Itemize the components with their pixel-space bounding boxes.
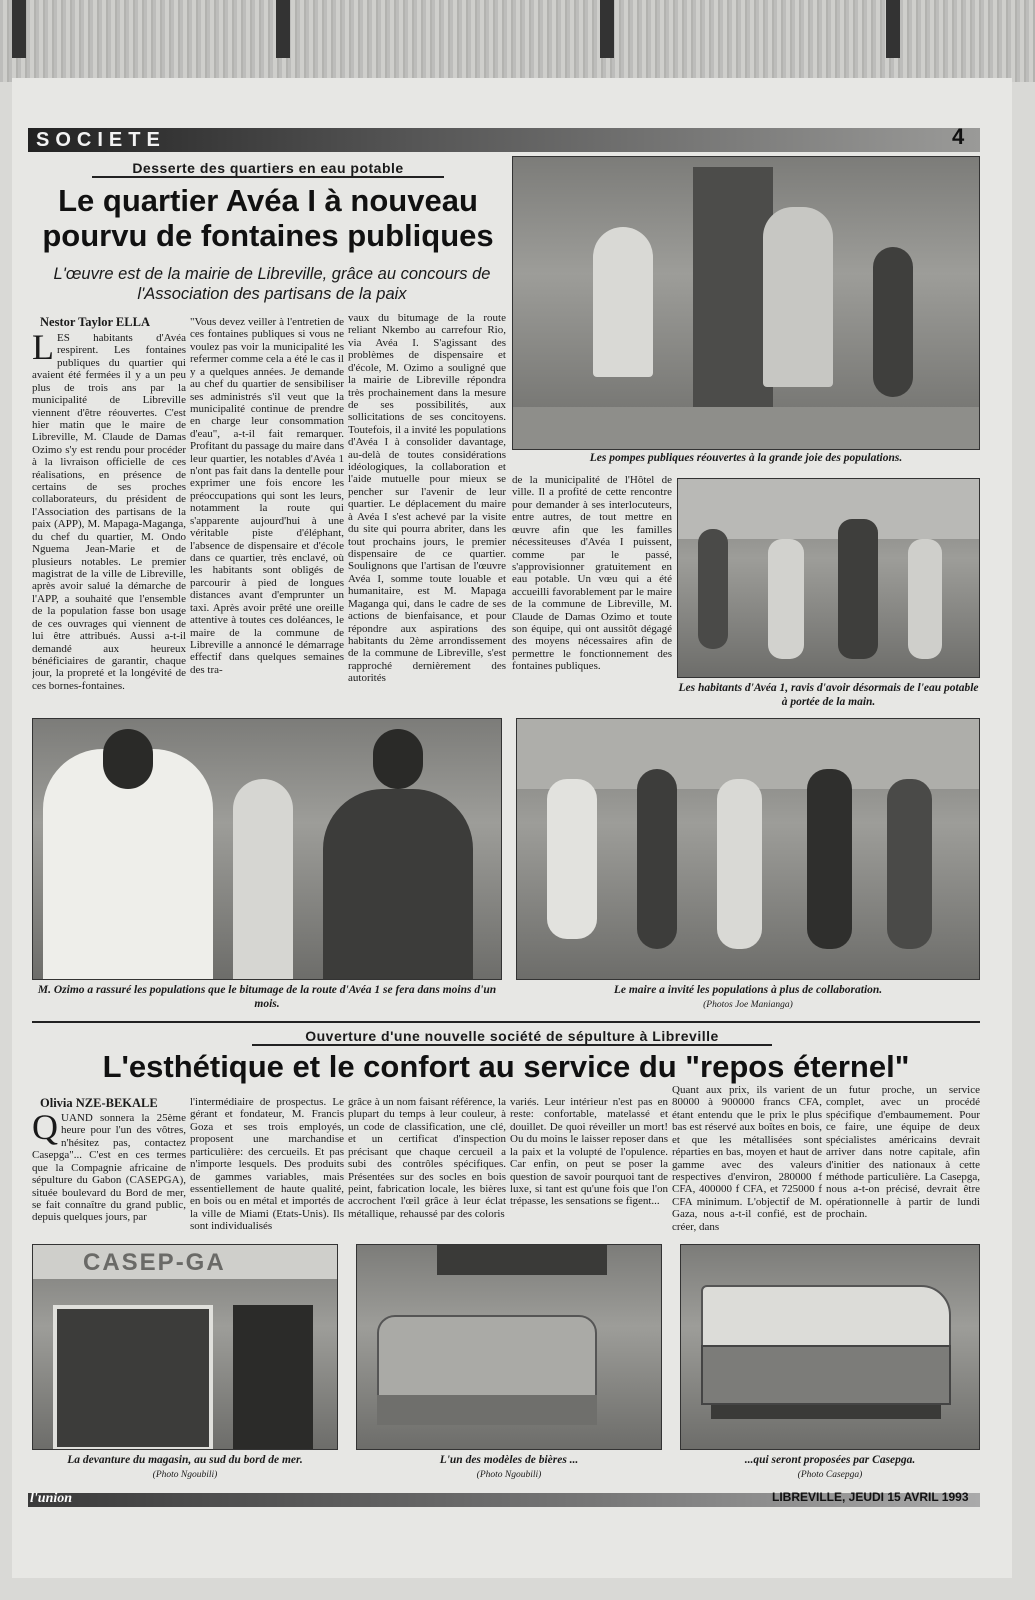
article-divider	[32, 1021, 980, 1023]
photo-mayor-collaboration-caption: Le maire a invité les populations à plus de collaboration.	[613, 984, 883, 996]
article2-column-2: l'intermédiaire de prospectus. Le gérant et fondateur, M. Francis Goza et ses trois employés, proposent une marchandise particulière: des cercueils. Et pas n'importe lesquels. Des produits de gammes variables, mais essentiellement de haute qualité, en bois ou en métal et importés de la ville de Miami (Etats-Unis). Ils sont individualisés	[190, 1096, 344, 1233]
article2-column-1	[32, 1112, 186, 1234]
article2-headline: L'esthétique et le confort au service du "repos éternel"	[102, 1049, 910, 1084]
photo-coffin-model	[356, 1244, 662, 1450]
article2-column-6: un futur proche, un service complet, avec un procédé spécifique d'embaumement. Pour ce faire, une équipe de deux spécialistes américains devrait arriver dans notre capitale, afin d'initier des nationaux à cette méthode particulière. La Casepga, nous a-t-on précisé, devrait être opérationnelle à partir de lundi prochain.	[826, 1084, 980, 1221]
photo-coffin-model-caption: L'un des modèles de bières ...	[439, 1454, 579, 1466]
article2-column-3: grâce à un nom faisant référence, la plupart du temps à leur couleur, à un code de classification, une clé, et un certificat d'inspection précisant que chaque cercueil a subi des contrôles spécifiques. Présentées sur des socles en bois peint, fabrication locale, les bières accrochent l'œil grâce à leur éclat métallique, rehaussé par des coloris	[348, 1096, 506, 1220]
photo-casepga-storefront	[32, 1244, 338, 1450]
photo-open-coffin	[680, 1244, 980, 1450]
footer-dateline: LIBREVILLE, JEUDI 15 AVRIL 1993	[772, 1490, 969, 1504]
photo-open-coffin-credit: (Photo Casepga)	[797, 1470, 863, 1480]
article1-column-1	[32, 332, 186, 710]
newspaper-page	[12, 78, 1012, 1578]
section-label: SOCIETE	[36, 129, 166, 151]
article2-kicker: Ouverture d'une nouvelle société de sépulture à Libreville	[252, 1028, 772, 1046]
article1-column-4: de la municipalité de l'Hôtel de ville. Il a profité de cette rencontre pour demander à ses interlocuteurs, entre autres, de tout mettre en œuvre afin que les familles nécessiteuses d'Avéa I puissent, comme par le passé, s'approvisionner gratuitement en eau potable. Un vœu qui a été accueilli favorablement par le maire de la commune de Libreville, M. Claude de Damas Ozimo et toute son équipe, qui ont aussitôt dégagé des moyens nécessaires afin de permettre le fonctionnement des fontaines publiques.	[512, 474, 672, 673]
photo-credit-manianga: (Photos Joe Manianga)	[703, 1000, 793, 1010]
article1-column-2: "Vous devez veiller à l'entretien de ces fontaines publiques si vous ne voulez pas voir la municipalité les refermer comme cela a été le cas il y a quelques années. Je demande au chef du quartier de sensibiliser ses administrés s'il veut que la municipalité continue de prendre en charge leur consommation d'eau", a-t-il fait remarquer. Profitant du passage du maire dans leur quartier, les notables d'Avéa 1 n'ont pas fait dans la dentelle pour exprimer une fois encore les préoccupations qui sont les leurs, notamment la route qui s'apparente aujourd'hui à une véritable piste d'éléphant, l'absence de dispensaire et d'école dans ce quartier, très enclavé, où les habitants sont obligés de parcourir à pied de longues distances avant d'emprunter un taxi. Après avoir prêté une oreille attentive à toutes ces doléances, le maire de la commune de Libreville a annoncé le démarrage effectif dans quelques semaines des tra-	[190, 316, 344, 676]
article1-dek: L'œuvre est de la mairie de Libreville, grâce au concours de l'Association des partisans de la paix	[53, 265, 491, 303]
photo-residents-caption: Les habitants d'Avéa 1, ravis d'avoir désormais de l'eau potable à portée de la main.	[678, 682, 979, 708]
storefront-sign: CASEP-GA	[83, 1249, 226, 1276]
photo-open-coffin-caption: ...qui seront proposées par Casepga.	[744, 1454, 916, 1466]
newspaper-logo: l'union	[30, 1491, 73, 1506]
photo-coffin-model-credit: (Photo Ngoubili)	[476, 1470, 542, 1480]
article2-column-4: variés. Leur intérieur n'est pas en reste: confortable, matelassé et douillet. De quoi réveiller un mort! Ou du moins le laisser reposer dans la paix et la volupté de l'opulence. Car enfin, on peut se poser la question de savoir pourquoi tant de luxe, si tant est qu'une fois que l'on trépasse, les sensations se figent...	[510, 1096, 668, 1208]
article2-dropcap: Q	[32, 1112, 58, 1147]
photo-public-pumps-caption: Les pompes publiques réouvertes à la grande joie des populations.	[589, 452, 903, 464]
photo-mayor-ozimo-caption: M. Ozimo a rassuré les populations que le bitumage de la route d'Avéa 1 se fera dans moins d'un mois.	[37, 984, 497, 1010]
scan-top-band	[0, 0, 1035, 82]
photo-public-pumps	[512, 156, 980, 450]
article1-kicker: Desserte des quartiers en eau potable	[92, 160, 444, 178]
article2-column-5: Quant aux prix, ils varient de 80000 à 900000 francs CFA, étant entendu que le prix le plus bas est réservé aux boîtes en bois, et que les métallisées sont réparties en bas, moyen et haut de gamme avec des valeurs respectives d'environ, 280000 f CFA, 400000 f CFA, et 725000 f CFA minimum. L'objectif de M. Gaza, nous a-t-il confié, est de créer, dans	[672, 1084, 822, 1233]
photo-mayor-ozimo	[32, 718, 502, 980]
article1-byline: Nestor Taylor ELLA	[40, 315, 150, 329]
article1-headline: Le quartier Avéa I à nouveau pourvu de fontaines publiques	[42, 183, 494, 253]
section-bar	[28, 128, 980, 152]
article1-dropcap: L	[32, 332, 54, 367]
page-number: 4	[952, 124, 965, 149]
photo-mayor-collaboration	[516, 718, 980, 980]
article1-column-1-text: ES habitants d'Avéa respirent. Les fontaines publiques du quartier qui avaient été fermées il y a un peu plus de trois ans par la municipalité de Libreville viennent d'être réouvertes. C'est hier matin que le maire de Libreville, M. Claude de Damas Ozimo s'y est rendu pour procéder à la livraison officielle de ces réalisations, en présence de certains de ses proches collaborateurs, du président de l'Association des partisans de la paix (APP), M. Mapaga-Maganga, du chef du quartier, M. Ondo Nguema Jean-Marie et de plusieurs notables. Le premier magistrat de la ville de Libreville, après avoir salué la démarche de l'APP, a souhaité que l'ensemble de la population fasse bon usage de ces ouvrages qui viennent de lui être attribués. Aussi a-t-il demandé aux heureux bénéficiaires de garantir, chaque jour, la propreté et la longévité de ces bornes-fontaines.	[32, 332, 186, 692]
article1-column-3: vaux du bitumage de la route reliant Nkembo au carrefour Rio, via Avéa I. S'agissant des problèmes de dispensaire et d'école, M. Ozimo a souligné que la mairie de Libreville répondra très prochainement dans la mesure de ses possibilités, aux sollicitations de ses concitoyens. Toutefois, il a invité les populations d'Avéa I à consolider davantage, au-delà de toutes considérations idéologiques, la collaboration et l'aide mutuelle pour mieux se pencher sur l'avenir de leur quartier. Le déplacement du maire à Avéa I s'est achevé par la visite du site qui pourra abriter, dans les tout prochains jours, le premier dispensaire de ce quartier. Soulignons que l'artisan de l'œuvre Avéa I, somme toute louable et humanitaire, est M. Mapaga Maganga qui, dans le cadre de ses actions de bienfaisance, et pour répondre aux aspirations des habitants du 2ème arrondissement de la commune de Libreville, s'est rapproché dernièrement des autorités	[348, 312, 506, 685]
article2-column-1-text: UAND sonnera la 25ème heure pour l'un des vôtres, n'hésitez pas, contactez Casepga"... C'est en ces termes que la Compagnie africaine de sépulture du Gabon (CASEPGA), située boulevard du Bord de mer, se fait connaître du grand public, depuis quelques jours, par	[32, 1112, 186, 1224]
article2-byline: Olivia NZE-BEKALE	[40, 1096, 158, 1110]
photo-residents	[677, 478, 980, 678]
photo-storefront-caption: La devanture du magasin, au sud du bord de mer.	[67, 1454, 303, 1466]
photo-storefront-credit: (Photo Ngoubili)	[152, 1470, 218, 1480]
